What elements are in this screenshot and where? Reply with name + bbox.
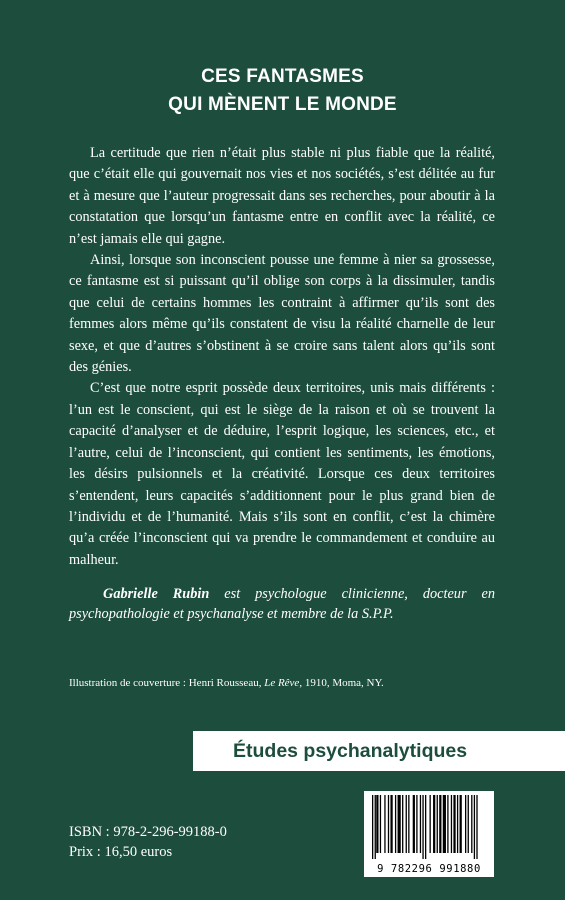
barcode-bar — [375, 795, 376, 859]
barcode-bar — [422, 795, 423, 859]
barcode-bars — [370, 795, 488, 859]
illustration-credit-prefix: Illustration de couverture : Henri Rousseau, — [69, 677, 265, 689]
barcode-bar — [443, 795, 446, 853]
author-name: Gabrielle Rubin — [103, 586, 210, 602]
barcode-bar — [402, 795, 403, 853]
barcode-bar — [460, 795, 462, 853]
barcode-bar — [420, 795, 421, 853]
barcode-bar — [476, 795, 477, 859]
title-line-1: CES FANTASMES — [201, 66, 364, 87]
barcode-bar — [433, 795, 435, 853]
barcode-bar — [457, 795, 458, 853]
isbn-line: ISBN : 978-2-296-99188-0 — [69, 824, 227, 840]
barcode-bar — [384, 795, 385, 853]
blurb-paragraph-1: La certitude que rien n’était plus stable ni plus fiable que la réalité, que c’était elle qui gouvernait nos vies et nos sociétés, s’est délitée au fur et à mesure que l’auteur progressait dans ses recherches, pour aboutir à la constatation que lorsqu’un fantasme entre en conflit avec la réalité, ce n’est jamais elle qui gagne. — [69, 145, 495, 247]
barcode-bar — [471, 795, 472, 853]
barcode-bar — [416, 795, 417, 853]
blurb-paragraph-3: C’est que notre esprit possède deux territoires, unis mais différents : l’un est le conscient, qui est le siège de la raison et où se trouvent la capacité d’analyser et de déduire, l’esprit logique, les sciences, etc., et l’autre, celui de l’inconscient, qui contient les sentiments, les émotions, les désirs pulsionnels et la créativité. Lorsque ces deux territoires s’entendent, leurs capacités s’additionnent pour le plus grand bien de l’individu et de l’humanité. Mais s’ils sont en conflit, c’est la chimère qu’a créée l’inconscient qui va prendre le commandement et conduire au malheur. — [69, 380, 495, 568]
barcode-bar — [408, 795, 409, 853]
book-title — [0, 63, 565, 119]
barcode-bar — [437, 795, 438, 853]
barcode-bar — [390, 795, 392, 853]
barcode-digits: 9 782296 991880 — [377, 863, 481, 875]
barcode-bar — [376, 795, 378, 853]
barcode-bar — [388, 795, 389, 853]
barcode-bar — [372, 795, 373, 859]
illustration-work-title: Le Rêve — [264, 677, 300, 689]
author-description: est psychologue clinicienne, docteur en psychopathologie et psychanalyse et membre de la S.P.P. — [69, 586, 495, 622]
barcode-bar — [395, 795, 396, 853]
barcode-bar — [398, 795, 401, 853]
barcode-bar — [439, 795, 441, 853]
isbn-block — [69, 822, 227, 862]
barcode-bar — [425, 795, 426, 859]
collection-band — [193, 731, 565, 771]
barcode-bar — [413, 795, 415, 853]
blurb-text — [69, 143, 495, 571]
blurb-paragraph-2: Ainsi, lorsque son inconscient pousse une femme à nier sa grossesse, ce fantasme est si puissant qu’il oblige son corps à la dissimuler, tandis que celui de certains hommes les contraint à affirmer qu’ils sont des femmes alors même qu’ils constatent de visu la réalité charnelle de leur sexe, et que d’autres s’obstinent à se croire sans talent alors qu’ils sont des génies. — [69, 252, 495, 376]
barcode — [364, 791, 494, 877]
title-line-2: QUI MÈNENT LE MONDE — [168, 94, 397, 115]
collection-name: Études psychanalytiques — [233, 740, 468, 762]
price-line: Prix : 16,50 euros — [69, 844, 173, 860]
barcode-bar — [468, 795, 469, 853]
illustration-credit-suffix: , 1910, Moma, NY. — [299, 677, 384, 689]
barcode-bar — [430, 795, 431, 853]
barcode-bar — [380, 795, 381, 853]
barcode-bar — [451, 795, 452, 853]
illustration-credit — [69, 676, 509, 690]
barcode-bar — [406, 795, 407, 853]
barcode-bar — [447, 795, 448, 853]
author-bio — [69, 584, 495, 624]
barcode-bar — [474, 795, 475, 859]
barcode-bar — [453, 795, 455, 853]
barcode-bar — [465, 795, 466, 853]
